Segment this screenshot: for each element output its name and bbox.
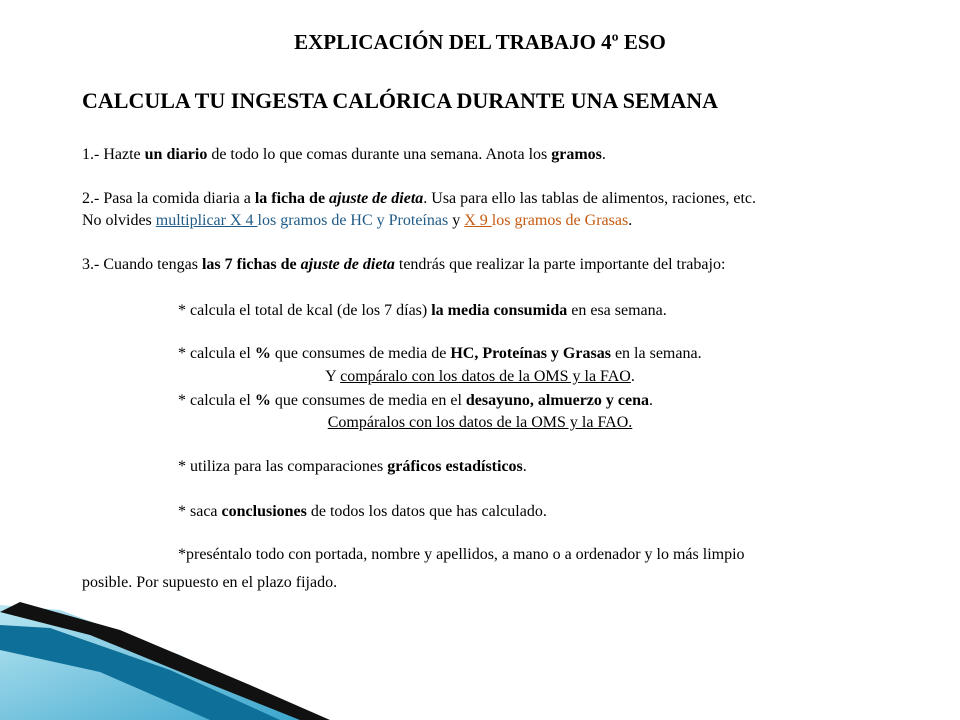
page-subtitle: CALCULA TU INGESTA CALÓRICA DURANTE UNA SEMANA <box>82 88 719 113</box>
list-item-percent-meals: * calcula el % que consumes de media en el desayuno, almuerzo y cena. <box>178 392 653 409</box>
step-3: 3.- Cuando tengas las 7 fichas de ajuste de dieta tendrás que realizar la parte importante del trabajo: <box>82 256 726 273</box>
list-item-conclusions: * saca conclusiones de todos los datos que has calculado. <box>178 503 547 520</box>
list-item-total-kcal: * calcula el total de kcal (de los 7 días) la media consumida en esa semana. <box>178 302 667 319</box>
compare-oms-fao-link-2[interactable]: Compáralos con los datos de la OMS y la FAO. <box>327 414 633 431</box>
compare-note-1: Y compáralo con los datos de la OMS y la FAO. <box>325 368 635 385</box>
list-item-presentation-cont: posible. Por supuesto en el plazo fijado. <box>82 574 338 591</box>
step-1: 1.- Hazte un diario de todo lo que comas durante una semana. Anota los gramos. <box>82 146 606 163</box>
compare-oms-fao-link-1[interactable]: compáralo con los datos de la OMS y la FAO <box>340 368 631 385</box>
list-item-percent-nutrients: * calcula el % que consumes de media de HC, Proteínas y Grasas en la semana. <box>178 345 702 362</box>
multiply-x9-link[interactable]: X 9 <box>464 212 492 229</box>
step-2-note: No olvides multiplicar X 4 los gramos de HC y Proteínas y X 9 los gramos de Grasas. <box>82 212 633 229</box>
compare-note-2 <box>0 414 960 432</box>
list-item-charts: * utiliza para las comparaciones gráficos estadísticos. <box>178 458 527 475</box>
step-2: 2.- Pasa la comida diaria a la ficha de ajuste de dieta. Usa para ello las tablas de alimentos, raciones, etc. <box>82 190 757 207</box>
page-title: EXPLICACIÓN DEL TRABAJO 4º ESO <box>294 30 666 54</box>
list-item-presentation: *preséntalo todo con portada, nombre y apellidos, a mano o a ordenador y lo más limpio <box>178 546 745 563</box>
multiply-x4-link[interactable]: multiplicar X 4 <box>155 212 258 229</box>
